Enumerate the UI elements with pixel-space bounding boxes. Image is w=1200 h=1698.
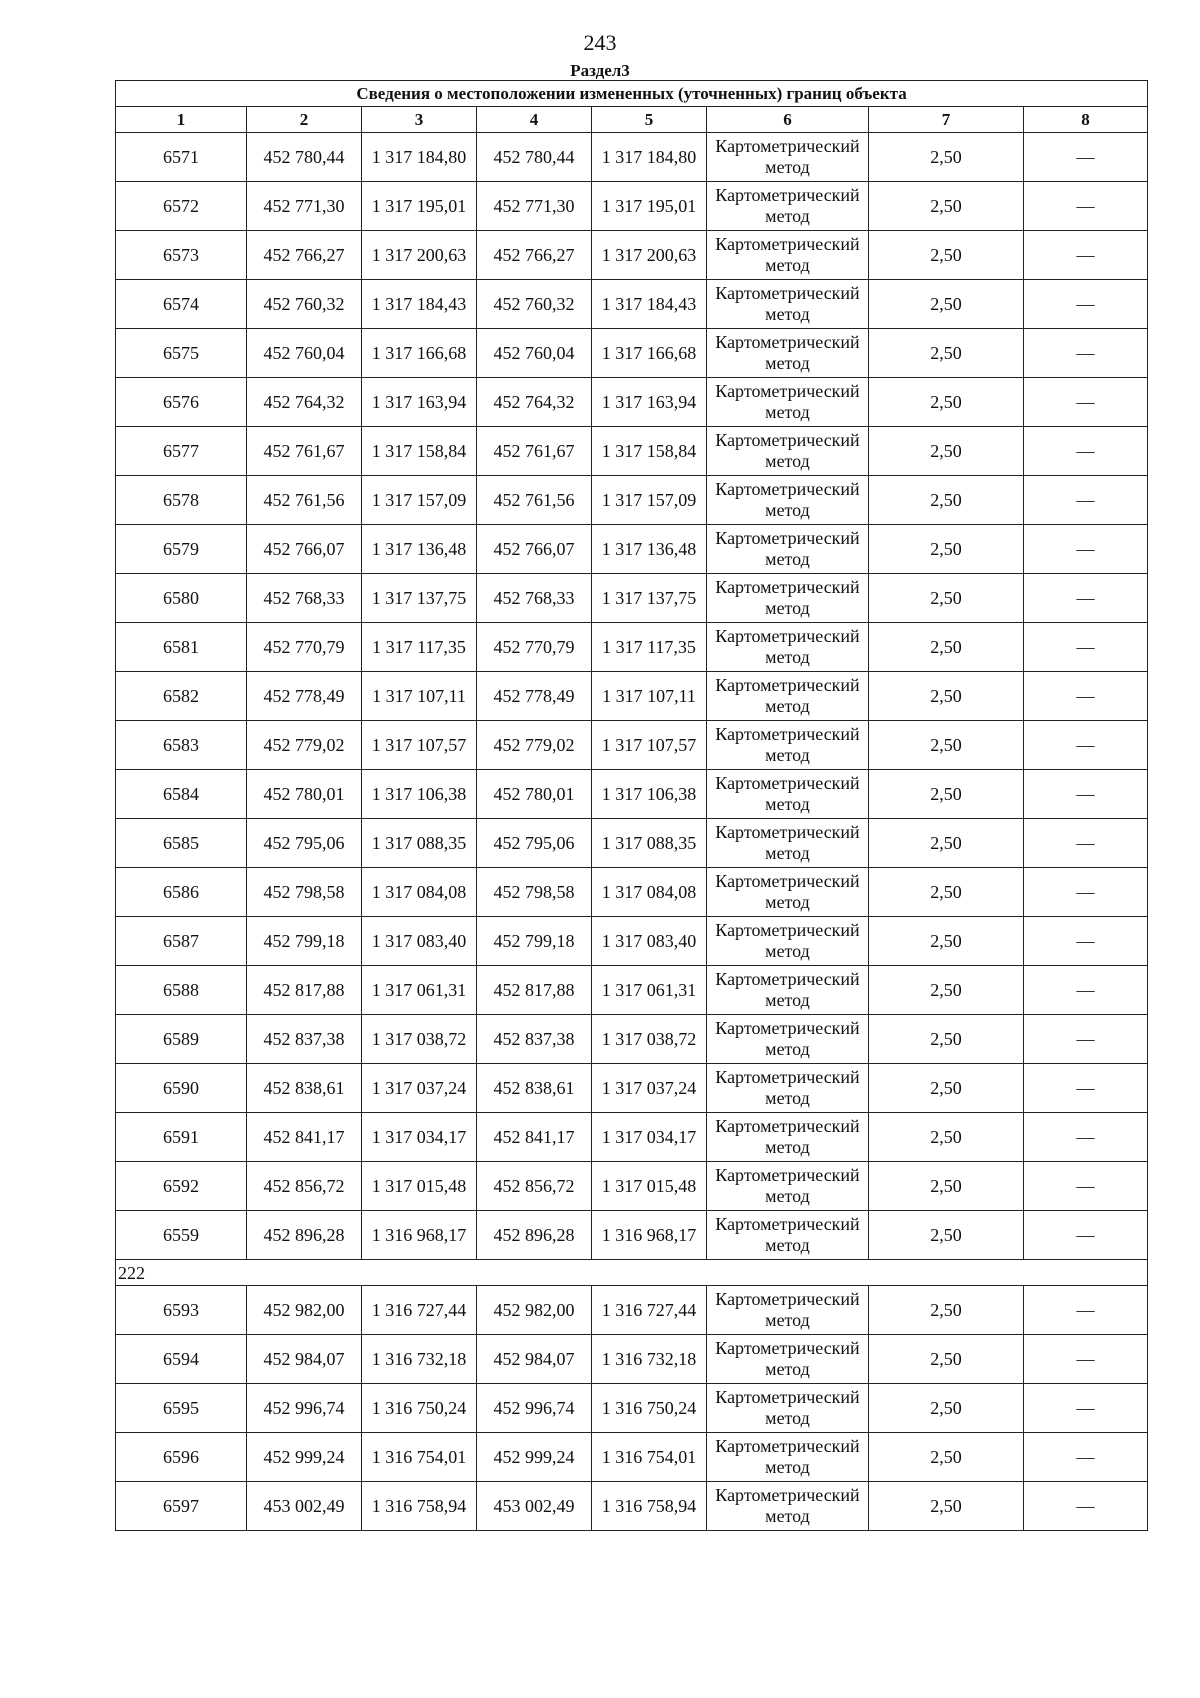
point-number-cell: 6583 — [116, 721, 247, 770]
accuracy-cell: 2,50 — [869, 966, 1024, 1015]
description-cell: — — [1024, 721, 1148, 770]
column-number: 6 — [707, 107, 869, 133]
x-existing-cell: 453 002,49 — [247, 1482, 362, 1531]
column-number: 4 — [477, 107, 592, 133]
x-refined-cell: 452 780,44 — [477, 133, 592, 182]
x-existing-cell: 452 766,27 — [247, 231, 362, 280]
y-refined-cell: 1 316 754,01 — [592, 1433, 707, 1482]
method-cell: Картометрический метод — [707, 1211, 869, 1260]
table-row — [116, 427, 1148, 476]
x-refined-cell: 452 771,30 — [477, 182, 592, 231]
column-number: 5 — [592, 107, 707, 133]
x-refined-cell: 452 760,04 — [477, 329, 592, 378]
group-label: 222 — [116, 1260, 1148, 1286]
x-refined-cell: 452 996,74 — [477, 1384, 592, 1433]
column-number: 8 — [1024, 107, 1148, 133]
accuracy-cell: 2,50 — [869, 427, 1024, 476]
accuracy-cell: 2,50 — [869, 476, 1024, 525]
coordinates-table — [115, 80, 1148, 1531]
y-existing-cell: 1 317 084,08 — [362, 868, 477, 917]
x-existing-cell: 452 982,00 — [247, 1286, 362, 1335]
method-cell: Картометрический метод — [707, 1113, 869, 1162]
y-existing-cell: 1 317 158,84 — [362, 427, 477, 476]
x-existing-cell: 452 799,18 — [247, 917, 362, 966]
description-cell: — — [1024, 917, 1148, 966]
column-number-row — [116, 107, 1148, 133]
description-cell: — — [1024, 1482, 1148, 1531]
x-refined-cell: 452 984,07 — [477, 1335, 592, 1384]
y-existing-cell: 1 317 088,35 — [362, 819, 477, 868]
y-refined-cell: 1 317 137,75 — [592, 574, 707, 623]
method-cell: Картометрический метод — [707, 525, 869, 574]
method-cell: Картометрический метод — [707, 623, 869, 672]
x-existing-cell: 452 837,38 — [247, 1015, 362, 1064]
x-refined-cell: 453 002,49 — [477, 1482, 592, 1531]
y-refined-cell: 1 317 157,09 — [592, 476, 707, 525]
table-row — [116, 868, 1148, 917]
description-cell: — — [1024, 966, 1148, 1015]
description-cell: — — [1024, 476, 1148, 525]
y-existing-cell: 1 317 163,94 — [362, 378, 477, 427]
accuracy-cell: 2,50 — [869, 623, 1024, 672]
y-refined-cell: 1 317 200,63 — [592, 231, 707, 280]
method-cell: Картометрический метод — [707, 182, 869, 231]
y-refined-cell: 1 316 727,44 — [592, 1286, 707, 1335]
x-refined-cell: 452 766,07 — [477, 525, 592, 574]
accuracy-cell: 2,50 — [869, 1433, 1024, 1482]
table-row — [116, 329, 1148, 378]
table-row — [116, 721, 1148, 770]
y-existing-cell: 1 317 107,57 — [362, 721, 477, 770]
method-cell: Картометрический метод — [707, 917, 869, 966]
y-refined-cell: 1 317 061,31 — [592, 966, 707, 1015]
x-existing-cell: 452 761,56 — [247, 476, 362, 525]
y-refined-cell: 1 317 163,94 — [592, 378, 707, 427]
method-cell: Картометрический метод — [707, 819, 869, 868]
method-cell: Картометрический метод — [707, 231, 869, 280]
accuracy-cell: 2,50 — [869, 231, 1024, 280]
method-cell: Картометрический метод — [707, 770, 869, 819]
description-cell: — — [1024, 1211, 1148, 1260]
method-cell: Картометрический метод — [707, 378, 869, 427]
accuracy-cell: 2,50 — [869, 1064, 1024, 1113]
y-refined-cell: 1 317 136,48 — [592, 525, 707, 574]
table-row — [116, 917, 1148, 966]
description-cell: — — [1024, 182, 1148, 231]
table-row — [116, 574, 1148, 623]
table-row — [116, 1286, 1148, 1335]
description-cell: — — [1024, 1015, 1148, 1064]
section-label: Раздел3 — [570, 61, 630, 80]
y-existing-cell: 1 317 166,68 — [362, 329, 477, 378]
y-refined-cell: 1 317 088,35 — [592, 819, 707, 868]
table-row — [116, 1335, 1148, 1384]
y-refined-cell: 1 317 107,11 — [592, 672, 707, 721]
accuracy-cell: 2,50 — [869, 1015, 1024, 1064]
table-row — [116, 1015, 1148, 1064]
y-existing-cell: 1 317 117,35 — [362, 623, 477, 672]
x-existing-cell: 452 760,32 — [247, 280, 362, 329]
description-cell: — — [1024, 1335, 1148, 1384]
table-row — [116, 525, 1148, 574]
x-refined-cell: 452 768,33 — [477, 574, 592, 623]
y-refined-cell: 1 317 037,24 — [592, 1064, 707, 1113]
description-cell: — — [1024, 378, 1148, 427]
y-existing-cell: 1 317 034,17 — [362, 1113, 477, 1162]
method-cell: Картометрический метод — [707, 966, 869, 1015]
y-refined-cell: 1 316 758,94 — [592, 1482, 707, 1531]
x-refined-cell: 452 798,58 — [477, 868, 592, 917]
y-existing-cell: 1 317 137,75 — [362, 574, 477, 623]
point-number-cell: 6589 — [116, 1015, 247, 1064]
y-refined-cell: 1 317 083,40 — [592, 917, 707, 966]
table-row — [116, 770, 1148, 819]
point-number-cell: 6581 — [116, 623, 247, 672]
table-row — [116, 378, 1148, 427]
x-refined-cell: 452 896,28 — [477, 1211, 592, 1260]
description-cell: — — [1024, 770, 1148, 819]
x-refined-cell: 452 761,56 — [477, 476, 592, 525]
accuracy-cell: 2,50 — [869, 868, 1024, 917]
x-refined-cell: 452 799,18 — [477, 917, 592, 966]
method-cell: Картометрический метод — [707, 1433, 869, 1482]
column-number: 2 — [247, 107, 362, 133]
x-refined-cell: 452 780,01 — [477, 770, 592, 819]
method-cell: Картометрический метод — [707, 476, 869, 525]
x-refined-cell: 452 837,38 — [477, 1015, 592, 1064]
point-number-cell: 6593 — [116, 1286, 247, 1335]
y-existing-cell: 1 316 732,18 — [362, 1335, 477, 1384]
x-existing-cell: 452 838,61 — [247, 1064, 362, 1113]
description-cell: — — [1024, 280, 1148, 329]
table-row — [116, 1482, 1148, 1531]
method-cell: Картометрический метод — [707, 574, 869, 623]
y-existing-cell: 1 317 184,43 — [362, 280, 477, 329]
y-refined-cell: 1 316 750,24 — [592, 1384, 707, 1433]
accuracy-cell: 2,50 — [869, 182, 1024, 231]
method-cell: Картометрический метод — [707, 1286, 869, 1335]
x-existing-cell: 452 770,79 — [247, 623, 362, 672]
x-existing-cell: 452 984,07 — [247, 1335, 362, 1384]
y-existing-cell: 1 317 083,40 — [362, 917, 477, 966]
description-cell: — — [1024, 868, 1148, 917]
y-refined-cell: 1 316 732,18 — [592, 1335, 707, 1384]
method-cell: Картометрический метод — [707, 1335, 869, 1384]
accuracy-cell: 2,50 — [869, 1384, 1024, 1433]
x-refined-cell: 452 817,88 — [477, 966, 592, 1015]
x-refined-cell: 452 779,02 — [477, 721, 592, 770]
point-number-cell: 6572 — [116, 182, 247, 231]
description-cell: — — [1024, 1064, 1148, 1113]
table-row — [116, 1064, 1148, 1113]
y-existing-cell: 1 317 015,48 — [362, 1162, 477, 1211]
description-cell: — — [1024, 1384, 1148, 1433]
accuracy-cell: 2,50 — [869, 1211, 1024, 1260]
table-row — [116, 623, 1148, 672]
table-row — [116, 672, 1148, 721]
description-cell: — — [1024, 231, 1148, 280]
method-cell: Картометрический метод — [707, 1015, 869, 1064]
point-number-cell: 6585 — [116, 819, 247, 868]
y-refined-cell: 1 317 084,08 — [592, 868, 707, 917]
y-existing-cell: 1 317 184,80 — [362, 133, 477, 182]
method-cell: Картометрический метод — [707, 1384, 869, 1433]
description-cell: — — [1024, 819, 1148, 868]
method-cell: Картометрический метод — [707, 427, 869, 476]
table-row — [116, 182, 1148, 231]
accuracy-cell: 2,50 — [869, 721, 1024, 770]
x-existing-cell: 452 780,44 — [247, 133, 362, 182]
accuracy-cell: 2,50 — [869, 1335, 1024, 1384]
description-cell: — — [1024, 525, 1148, 574]
y-existing-cell: 1 317 136,48 — [362, 525, 477, 574]
x-existing-cell: 452 999,24 — [247, 1433, 362, 1482]
description-cell: — — [1024, 1162, 1148, 1211]
point-number-cell: 6592 — [116, 1162, 247, 1211]
x-refined-cell: 452 770,79 — [477, 623, 592, 672]
point-number-cell: 6575 — [116, 329, 247, 378]
description-cell: — — [1024, 329, 1148, 378]
x-refined-cell: 452 778,49 — [477, 672, 592, 721]
x-existing-cell: 452 780,01 — [247, 770, 362, 819]
y-existing-cell: 1 317 038,72 — [362, 1015, 477, 1064]
table-row — [116, 1384, 1148, 1433]
method-cell: Картометрический метод — [707, 672, 869, 721]
y-existing-cell: 1 317 195,01 — [362, 182, 477, 231]
accuracy-cell: 2,50 — [869, 133, 1024, 182]
point-number-cell: 6597 — [116, 1482, 247, 1531]
x-existing-cell: 452 779,02 — [247, 721, 362, 770]
y-existing-cell: 1 317 037,24 — [362, 1064, 477, 1113]
y-existing-cell: 1 316 727,44 — [362, 1286, 477, 1335]
x-existing-cell: 452 771,30 — [247, 182, 362, 231]
point-number-cell: 6587 — [116, 917, 247, 966]
point-number-cell: 6586 — [116, 868, 247, 917]
description-cell: — — [1024, 133, 1148, 182]
table-row — [116, 819, 1148, 868]
method-cell: Картометрический метод — [707, 1162, 869, 1211]
point-number-cell: 6588 — [116, 966, 247, 1015]
x-existing-cell: 452 996,74 — [247, 1384, 362, 1433]
method-cell: Картометрический метод — [707, 1064, 869, 1113]
x-existing-cell: 452 761,67 — [247, 427, 362, 476]
y-refined-cell: 1 317 015,48 — [592, 1162, 707, 1211]
x-existing-cell: 452 896,28 — [247, 1211, 362, 1260]
point-number-cell: 6594 — [116, 1335, 247, 1384]
point-number-cell: 6576 — [116, 378, 247, 427]
page-number: 243 — [583, 30, 617, 55]
table-row — [116, 1113, 1148, 1162]
accuracy-cell: 2,50 — [869, 770, 1024, 819]
x-existing-cell: 452 798,58 — [247, 868, 362, 917]
point-number-cell: 6595 — [116, 1384, 247, 1433]
table-row — [116, 133, 1148, 182]
point-number-cell: 6571 — [116, 133, 247, 182]
x-existing-cell: 452 764,32 — [247, 378, 362, 427]
method-cell: Картометрический метод — [707, 721, 869, 770]
x-existing-cell: 452 760,04 — [247, 329, 362, 378]
x-refined-cell: 452 760,32 — [477, 280, 592, 329]
table-row — [116, 1162, 1148, 1211]
table-row — [116, 476, 1148, 525]
point-number-cell: 6579 — [116, 525, 247, 574]
y-existing-cell: 1 317 200,63 — [362, 231, 477, 280]
y-existing-cell: 1 316 754,01 — [362, 1433, 477, 1482]
accuracy-cell: 2,50 — [869, 1286, 1024, 1335]
accuracy-cell: 2,50 — [869, 917, 1024, 966]
x-refined-cell: 452 841,17 — [477, 1113, 592, 1162]
x-existing-cell: 452 795,06 — [247, 819, 362, 868]
accuracy-cell: 2,50 — [869, 574, 1024, 623]
point-number-cell: 6573 — [116, 231, 247, 280]
x-existing-cell: 452 856,72 — [247, 1162, 362, 1211]
x-existing-cell: 452 768,33 — [247, 574, 362, 623]
table-row — [116, 231, 1148, 280]
y-refined-cell: 1 317 107,57 — [592, 721, 707, 770]
accuracy-cell: 2,50 — [869, 672, 1024, 721]
x-existing-cell: 452 778,49 — [247, 672, 362, 721]
accuracy-cell: 2,50 — [869, 280, 1024, 329]
method-cell: Картометрический метод — [707, 329, 869, 378]
table-row — [116, 280, 1148, 329]
point-number-cell: 6578 — [116, 476, 247, 525]
x-refined-cell: 452 761,67 — [477, 427, 592, 476]
y-refined-cell: 1 316 968,17 — [592, 1211, 707, 1260]
table-row — [116, 1433, 1148, 1482]
x-refined-cell: 452 856,72 — [477, 1162, 592, 1211]
accuracy-cell: 2,50 — [869, 1113, 1024, 1162]
y-existing-cell: 1 316 968,17 — [362, 1211, 477, 1260]
y-existing-cell: 1 317 107,11 — [362, 672, 477, 721]
group-row — [116, 1260, 1148, 1286]
point-number-cell: 6591 — [116, 1113, 247, 1162]
table-row — [116, 966, 1148, 1015]
description-cell: — — [1024, 623, 1148, 672]
x-existing-cell: 452 766,07 — [247, 525, 362, 574]
y-refined-cell: 1 317 158,84 — [592, 427, 707, 476]
y-refined-cell: 1 317 184,80 — [592, 133, 707, 182]
y-refined-cell: 1 317 117,35 — [592, 623, 707, 672]
method-cell: Картометрический метод — [707, 133, 869, 182]
x-refined-cell: 452 982,00 — [477, 1286, 592, 1335]
accuracy-cell: 2,50 — [869, 1162, 1024, 1211]
x-refined-cell: 452 764,32 — [477, 378, 592, 427]
x-existing-cell: 452 817,88 — [247, 966, 362, 1015]
y-refined-cell: 1 317 106,38 — [592, 770, 707, 819]
y-existing-cell: 1 316 758,94 — [362, 1482, 477, 1531]
table-title: Сведения о местоположении измененных (уточненных) границ объекта — [116, 81, 1148, 107]
description-cell: — — [1024, 672, 1148, 721]
y-refined-cell: 1 317 166,68 — [592, 329, 707, 378]
x-refined-cell: 452 766,27 — [477, 231, 592, 280]
x-refined-cell: 452 999,24 — [477, 1433, 592, 1482]
description-cell: — — [1024, 427, 1148, 476]
point-number-cell: 6590 — [116, 1064, 247, 1113]
point-number-cell: 6577 — [116, 427, 247, 476]
point-number-cell: 6580 — [116, 574, 247, 623]
y-refined-cell: 1 317 195,01 — [592, 182, 707, 231]
x-refined-cell: 452 795,06 — [477, 819, 592, 868]
y-existing-cell: 1 316 750,24 — [362, 1384, 477, 1433]
table-row — [116, 1211, 1148, 1260]
x-refined-cell: 452 838,61 — [477, 1064, 592, 1113]
point-number-cell: 6596 — [116, 1433, 247, 1482]
x-existing-cell: 452 841,17 — [247, 1113, 362, 1162]
accuracy-cell: 2,50 — [869, 378, 1024, 427]
y-existing-cell: 1 317 157,09 — [362, 476, 477, 525]
description-cell: — — [1024, 1286, 1148, 1335]
description-cell: — — [1024, 1433, 1148, 1482]
accuracy-cell: 2,50 — [869, 329, 1024, 378]
accuracy-cell: 2,50 — [869, 1482, 1024, 1531]
y-existing-cell: 1 317 061,31 — [362, 966, 477, 1015]
column-number: 3 — [362, 107, 477, 133]
point-number-cell: 6574 — [116, 280, 247, 329]
y-refined-cell: 1 317 184,43 — [592, 280, 707, 329]
y-refined-cell: 1 317 034,17 — [592, 1113, 707, 1162]
point-number-cell: 6582 — [116, 672, 247, 721]
column-number: 7 — [869, 107, 1024, 133]
description-cell: — — [1024, 1113, 1148, 1162]
point-number-cell: 6584 — [116, 770, 247, 819]
method-cell: Картометрический метод — [707, 280, 869, 329]
point-number-cell: 6559 — [116, 1211, 247, 1260]
method-cell: Картометрический метод — [707, 1482, 869, 1531]
y-refined-cell: 1 317 038,72 — [592, 1015, 707, 1064]
accuracy-cell: 2,50 — [869, 819, 1024, 868]
column-number: 1 — [116, 107, 247, 133]
description-cell: — — [1024, 574, 1148, 623]
accuracy-cell: 2,50 — [869, 525, 1024, 574]
y-existing-cell: 1 317 106,38 — [362, 770, 477, 819]
method-cell: Картометрический метод — [707, 868, 869, 917]
